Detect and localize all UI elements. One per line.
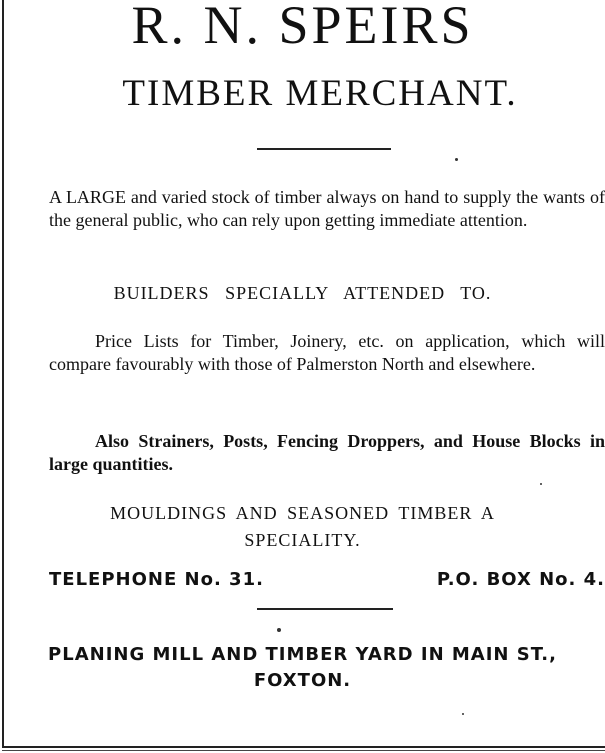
intro-paragraph: A LARGE and varied stock of timber always on hand to supply the wants of the general public, who can rely upon getting immediate attention.	[49, 187, 605, 230]
bottom-divider	[257, 608, 393, 610]
mouldings-line-1: MOULDINGS AND SEASONED TIMBER A	[110, 503, 495, 523]
top-divider	[257, 148, 391, 150]
business-name: R. N. SPEIRS	[131, 0, 474, 55]
bottom-border-rule	[2, 746, 605, 748]
mill-line-1: PLANING MILL AND TIMBER YARD IN MAIN ST.,	[48, 644, 557, 665]
print-speck	[455, 158, 458, 161]
builders-heading: BUILDERS SPECIALLY ATTENDED TO.	[113, 283, 492, 303]
mouldings-heading	[0, 500, 605, 554]
bottom-border-rule-thin	[2, 750, 605, 751]
print-speck	[462, 713, 464, 715]
print-speck	[540, 483, 542, 485]
mill-line-2: FOXTON.	[253, 670, 352, 691]
mouldings-line-2: SPECIALITY.	[244, 530, 361, 550]
telephone-number: TELEPHONE No. 31.	[49, 569, 264, 590]
business-trade: TIMBER MERCHANT.	[122, 73, 518, 114]
also-paragraph: Also Strainers, Posts, Fencing Droppers, and House Blocks in large quantities.	[49, 431, 605, 474]
mill-address	[0, 642, 605, 694]
price-lists-paragraph: Price Lists for Timber, Joinery, etc. on application, which will compare favourably with those of Palmerston North and elsewhere.	[49, 331, 605, 374]
print-speck	[277, 628, 281, 632]
po-box: P.O. BOX No. 4.	[436, 569, 605, 590]
